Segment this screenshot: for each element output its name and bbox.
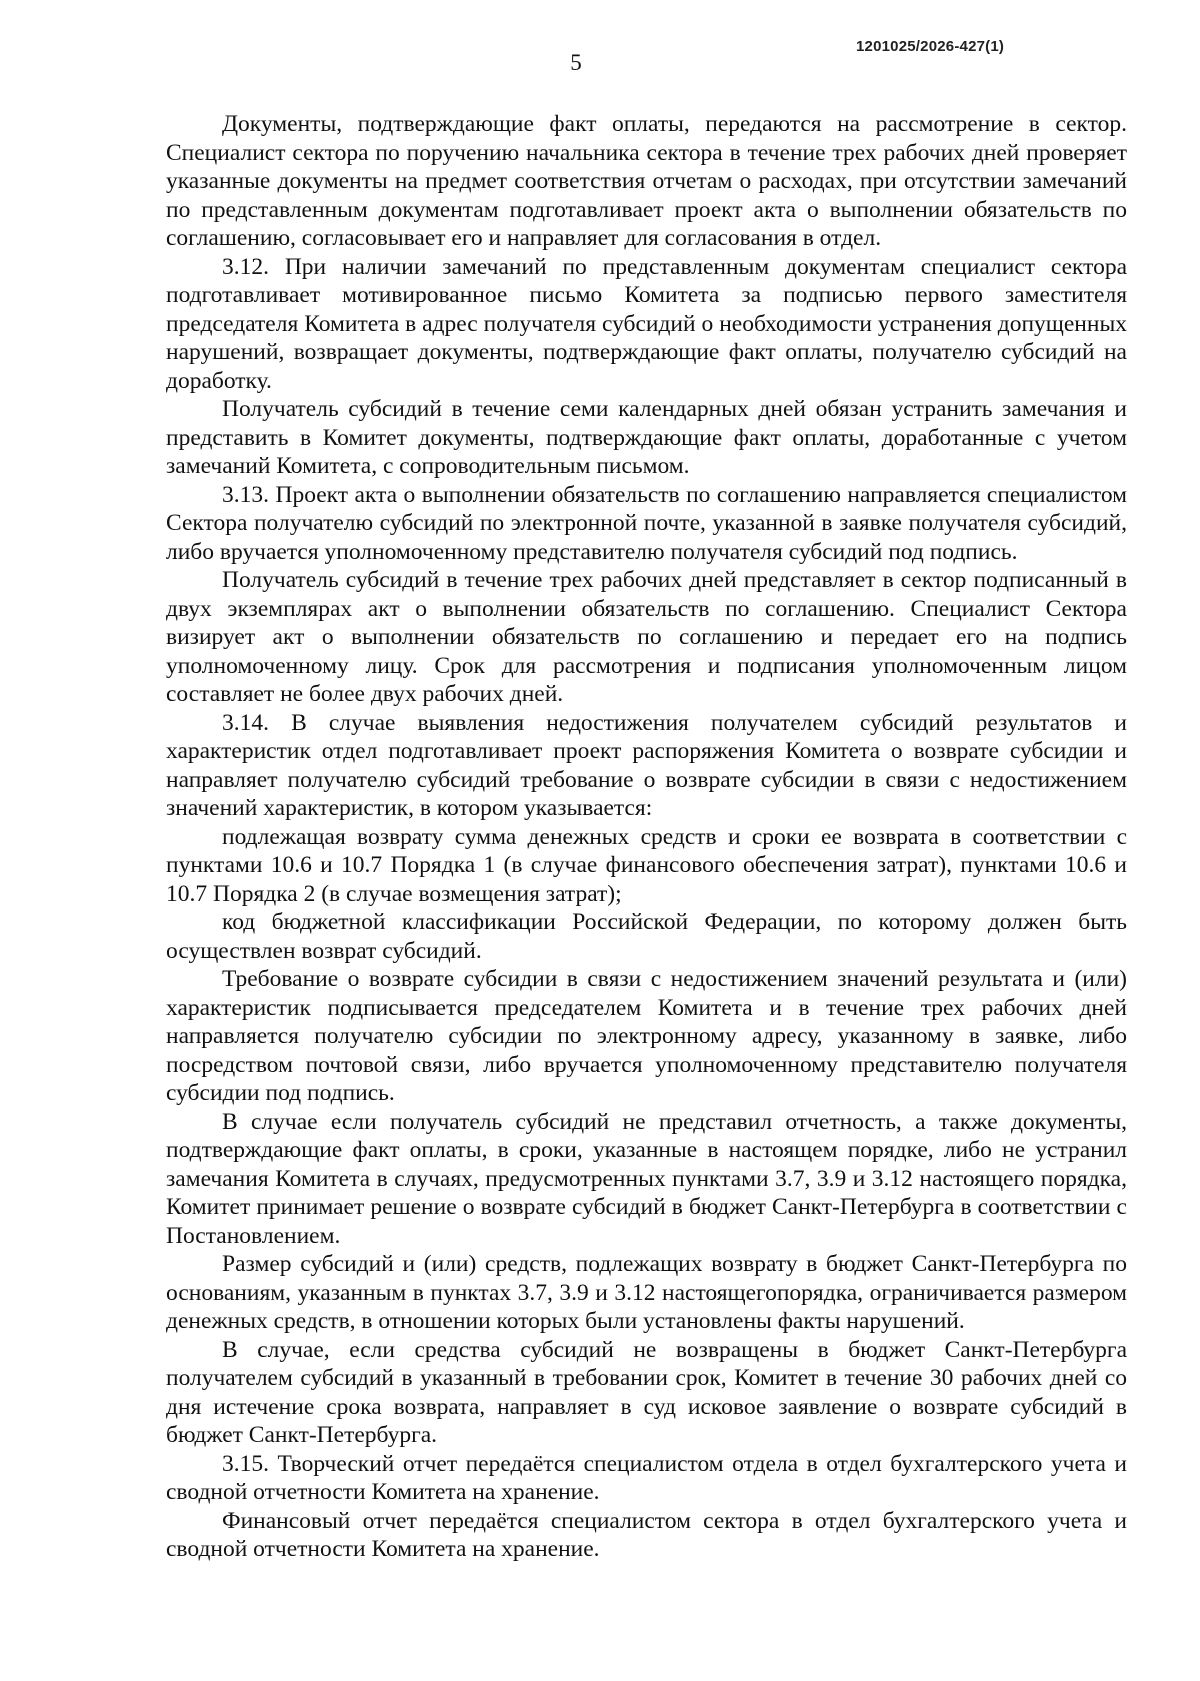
- paragraph: Получатель субсидий в течение семи календарных дней обязан устранить замечания и представить в Комитет документы, подтверждающие факт оплаты, доработанные с учетом замечаний Комитета, с сопроводительным письмом.: [166, 396, 1127, 479]
- paragraph: код бюджетной классификации Российской Федерации, по которому должен быть осуществлен возврат субсидий.: [166, 909, 1127, 964]
- paragraph: 3.12. При наличии замечаний по представленным документам специалист сектора подготавливает мотивированное письмо Комитета за подписью первого заместителя председателя Комитета в адрес получателя субсидий о необходимости устранения допущенных нарушений, возвращает документы, подтверждающие факт оплаты, получателю субсидий на доработку.: [166, 253, 1127, 394]
- paragraph: Требование о возврате субсидии в связи с недостижением значений результата и (или) характеристик подписывается председателем Комитета и в течение трех рабочих дней направляется получателю субсидии по электронному адресу, указанному в заявке, либо посредством почтовой связи, либо вручается уполномоченному представителю получателя субсидии под подпись.: [166, 966, 1127, 1106]
- document-registration-number: 1201025/2026-427(1): [856, 38, 1005, 55]
- paragraph: Получатель субсидий в течение трех рабочих дней представляет в сектор подписанный в двух экземплярах акт о выполнении обязательств по соглашению. Специалист Сектора визирует акт о выполнении обязательств по соглашению и передает его на подпись уполномоченному лицу. Срок для рассмотрения и подписания уполномоченным лицом составляет не более двух рабочих дней.: [166, 567, 1127, 707]
- paragraph: подлежащая возврату сумма денежных средств и сроки ее возврата в соответствии с пунктами 10.6 и 10.7 Порядка 1 (в случае финансового обеспечения затрат), пунктами 10.6 и 10.7 Порядка 2 (в случае возмещения затрат);: [166, 823, 1127, 907]
- paragraph: В случае, если средства субсидий не возвращены в бюджет Санкт-Петербурга получателем субсидий в указанный в требовании срок, Комитет в течение 30 рабочих дней со дня истечение срока возврата, направляет в суд исковое заявление о возврате субсидий в бюджет Санкт-Петербурга.: [166, 1336, 1127, 1448]
- paragraph: Финансовый отчет передаётся специалистом сектора в отдел бухгалтерского учета и сводной отчетности Комитета на хранение.: [166, 1507, 1127, 1562]
- paragraph: 3.15. Творческий отчет передаётся специалистом отдела в отдел бухгалтерского учета и сводной отчетности Комитета на хранение.: [166, 1450, 1127, 1505]
- paragraph: Документы, подтверждающие факт оплаты, передаются на рассмотрение в сектор. Специалист сектора по поручению начальника сектора в течение трех рабочих дней проверяет указанные документы на предмет соответствия отчетам о расходах, при отсутствии замечаний по представленным документам подготавливает проект акта о выполнении обязательств по соглашению, согласовывает его и направляет для согласования в отдел.: [166, 111, 1127, 251]
- paragraph: Размер субсидий и (или) средств, подлежащих возврату в бюджет Санкт-Петербурга по основаниям, указанным в пунктах 3.7, 3.9 и 3.12 настоящегопорядка, ограничивается размером денежных средств, в отношении которых были установлены факты нарушений.: [166, 1251, 1127, 1334]
- paragraph: 3.13. Проект акта о выполнении обязательств по соглашению направляется специалистом Сектора получателю субсидий по электронной почте, указанной в заявке получателя субсидий, либо вручается уполномоченному представителю получателя субсидий под подпись.: [166, 481, 1127, 565]
- document-body: [166, 110, 1127, 1564]
- page-number: 5: [570, 50, 582, 75]
- paragraph: 3.14. В случае выявления недостижения получателем субсидий результатов и характеристик отдел подготавливает проект распоряжения Комитета о возврате субсидии и направляет получателю субсидий требование о возврате субсидии в связи с недостижением значений характеристик, в котором указывается:: [166, 709, 1127, 821]
- paragraph: В случае если получатель субсидий не представил отчетность, а также документы, подтверждающие факт оплаты, в сроки, указанные в настоящем порядке, либо не устранил замечания Комитета в случаях, предусмотренных пунктами 3.7, 3.9 и 3.12 настоящего порядка, Комитет принимает решение о возврате субсидий в бюджет Санкт-Петербурга в соответствии с Постановлением.: [166, 1108, 1127, 1249]
